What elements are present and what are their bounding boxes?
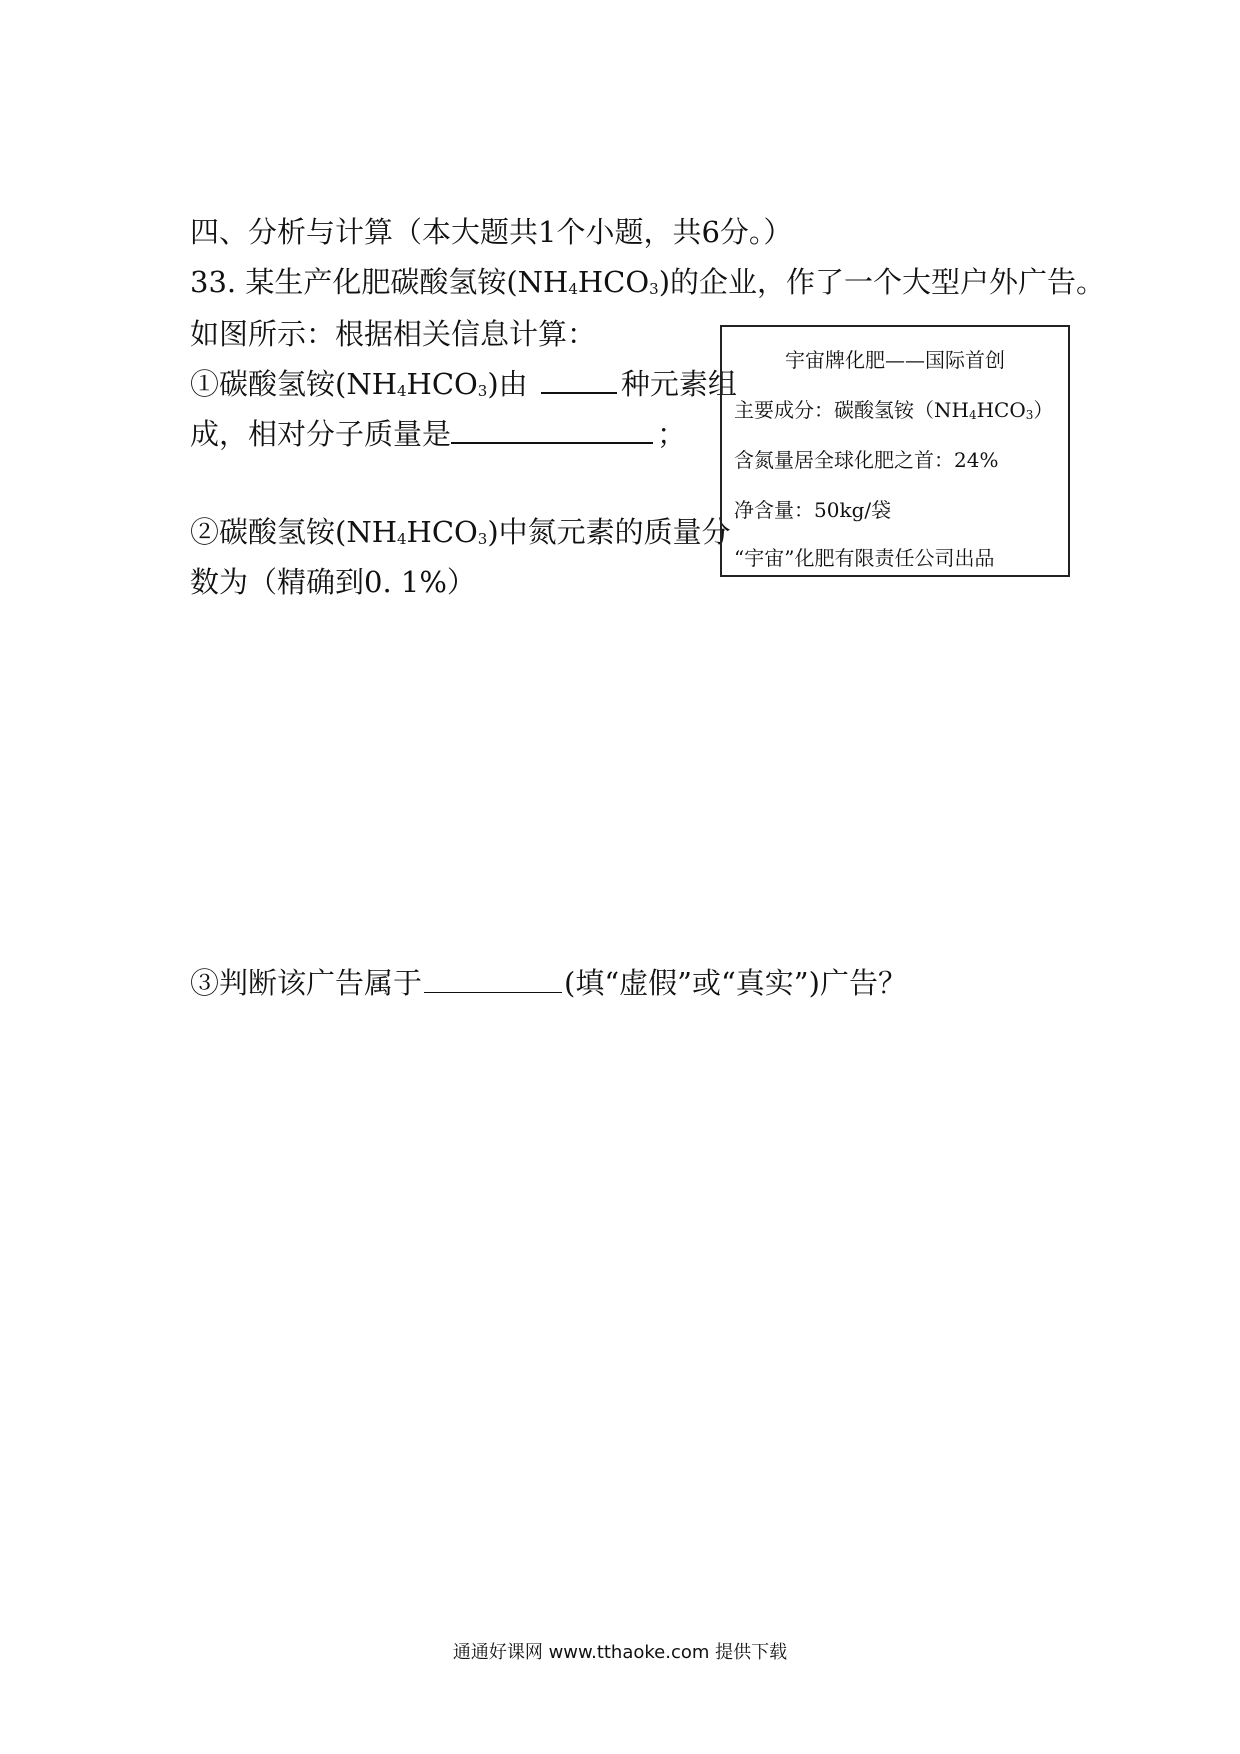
part1-sub-3: 3: [477, 382, 488, 400]
part2-text-b: HCO: [406, 515, 478, 549]
part1-text-c: )由: [487, 367, 528, 401]
advertisement-box: [720, 325, 1070, 577]
ad-ingredient-sub-3: 3: [1025, 408, 1034, 422]
molecular-mass-blank[interactable]: [451, 412, 653, 444]
part3-text-a: ③判断该广告属于: [190, 966, 423, 1000]
ad-ingredient-text-a: 主要成分：碳酸氢铵（NH: [734, 398, 969, 422]
part3-line: [190, 962, 907, 1003]
question-33-line1: [190, 262, 1105, 309]
part1-text-a: ①碳酸氢铵(NH: [190, 367, 397, 401]
question-33-text-b: HCO: [577, 265, 650, 299]
ad-ingredient-sub-4: 4: [968, 408, 977, 422]
part3-text-b: (填“虚假”或“真实”)广告？: [564, 966, 907, 1000]
ad-company: “宇宙”化肥有限责任公司出品: [734, 546, 995, 570]
part1-line2-text: 成，相对分子质量是: [190, 417, 452, 451]
question-33-text-c: )的企业，作了一个大型户外广告。: [658, 265, 1106, 299]
part1-line1: [190, 362, 737, 411]
part2-sub-4: 4: [396, 530, 407, 548]
footer-text: 通通好课网 www.tthaoke.com 提供下载: [452, 1642, 788, 1663]
ad-ingredient: [734, 397, 1053, 428]
part1-text-d: 种元素组: [620, 367, 737, 401]
part1-text-b: HCO: [406, 367, 478, 401]
question-33-line2: 如图所示：根据相关信息计算：: [190, 317, 597, 351]
question-33-text-a: 33. 某生产化肥碳酸氢铵(NH: [190, 265, 569, 299]
part1-line2: [190, 412, 686, 454]
part1-line2-end: ；: [657, 417, 687, 451]
element-count-blank[interactable]: [541, 362, 617, 394]
section-heading: 四、分析与计算（本大题共1个小题，共6分。）: [190, 215, 793, 249]
part2-sub-3: 3: [477, 530, 488, 548]
part2-text-c: )中氮元素的质量分: [487, 515, 731, 549]
part2-line1: [190, 512, 731, 559]
question-33-sub-4: 4: [568, 280, 578, 298]
ad-ingredient-text-c: ）: [1033, 398, 1054, 422]
ad-judgement-blank[interactable]: [424, 962, 562, 993]
part1-sub-4: 4: [396, 382, 407, 400]
ad-net-weight: 净含量：50kg/袋: [734, 498, 892, 522]
ad-ingredient-text-b: HCO: [976, 398, 1026, 422]
ad-title: 宇宙牌化肥——国际首创: [785, 348, 1005, 372]
part2-text-a: ②碳酸氢铵(NH: [190, 515, 397, 549]
ad-nitrogen: 含氮量居全球化肥之首：24%: [734, 448, 999, 472]
question-33-sub-3: 3: [649, 280, 659, 298]
part2-line2: 数为（精确到0. 1%）: [190, 565, 476, 599]
